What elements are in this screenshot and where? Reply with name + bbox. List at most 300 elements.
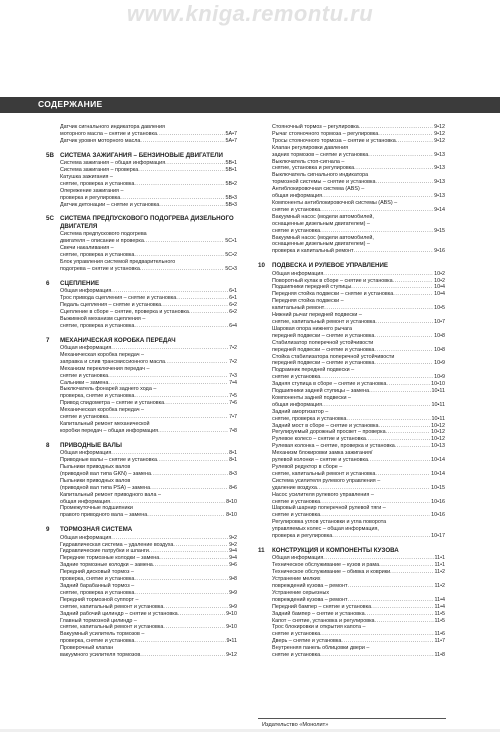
entry-text: Выключатель фонарей заднего хода – [60, 386, 157, 393]
entry-text: Пыльники приводных валов [60, 463, 131, 470]
page-number: 9•9 [229, 589, 237, 596]
toc-entry[interactable] [258, 604, 445, 611]
toc-entry[interactable] [46, 124, 237, 138]
entry-line [60, 288, 237, 295]
entry-line [272, 333, 445, 340]
entry-line [272, 457, 445, 464]
entry-line [272, 145, 445, 152]
dot-leader [375, 471, 430, 478]
page-number: 5В•1 [225, 160, 237, 167]
entry-line [60, 535, 237, 542]
dot-leader [158, 428, 228, 435]
toc-entry[interactable] [258, 298, 445, 312]
toc-entry[interactable] [46, 288, 237, 295]
entry-line [60, 188, 237, 195]
toc-entry[interactable] [46, 380, 237, 387]
entry-line [272, 533, 445, 540]
toc-entry[interactable] [258, 638, 445, 645]
entry-text: снятие, проверка и установка [60, 252, 135, 258]
toc-entry[interactable] [258, 645, 445, 659]
toc-entry[interactable] [46, 231, 237, 245]
entry-line [272, 354, 445, 361]
toc-entry[interactable] [46, 352, 237, 366]
entry-line [60, 238, 237, 245]
toc-entry[interactable] [46, 309, 237, 316]
entry-line [60, 414, 237, 421]
toc-entry[interactable] [258, 388, 445, 395]
dot-leader [140, 652, 225, 659]
page-number: 11•2 [434, 583, 445, 589]
toc-entry[interactable] [258, 271, 445, 278]
toc-entry[interactable] [46, 407, 237, 421]
entry-line [272, 436, 445, 443]
page-number: 9•6 [229, 562, 237, 569]
dot-leader [320, 228, 433, 235]
entry-text: проверка и регулировка [272, 533, 333, 540]
dot-leader [134, 252, 224, 259]
toc-entry[interactable] [46, 259, 237, 273]
section-number: 11 [258, 546, 265, 554]
entry-line [60, 138, 237, 145]
entry-text: Устранение серьезных [272, 589, 330, 596]
entry-text: Гидравлическая система – удаление воздуха [60, 541, 174, 548]
entry-text: Дверь – снятие и установка [272, 638, 342, 645]
entry-text: Рулевое колесо – снятие и установка [272, 436, 366, 443]
dot-leader [386, 429, 430, 436]
dot-leader [134, 393, 228, 400]
page-number: 6•2 [229, 308, 237, 315]
entry-line [272, 172, 445, 179]
toc-entry[interactable] [46, 202, 237, 209]
section-heading [46, 215, 237, 230]
entry-text: Задний рабочий цилиндр – снятие и установка [60, 610, 178, 617]
toc-entry[interactable] [46, 645, 237, 659]
entry-line [272, 631, 445, 638]
entry-line [60, 576, 237, 583]
toc-entry[interactable] [258, 340, 445, 354]
entry-line [272, 165, 445, 172]
page-number: 7•5 [229, 393, 237, 400]
page-number: 5В•3 [225, 201, 237, 208]
entry-text: Подрамник передней подвески – [272, 367, 355, 374]
page-number: 9•12 [226, 652, 237, 659]
toc-entry[interactable] [46, 160, 237, 167]
entry-text: повреждений кузова – ремонт [272, 583, 348, 589]
entry-text: Свечи накаливания – [60, 245, 114, 252]
entry-text: снятие и установка [272, 206, 321, 213]
toc-entry[interactable] [258, 611, 445, 618]
toc-entry[interactable] [258, 235, 445, 256]
dot-leader [393, 291, 433, 298]
entry-text: Внутренняя панель облицовки двери – [272, 645, 370, 652]
page-number: 9•8 [229, 576, 237, 583]
toc-entry[interactable] [258, 200, 445, 214]
entry-line [60, 231, 237, 238]
page-number: 9•13 [434, 179, 445, 186]
dot-leader [378, 131, 433, 138]
toc-entry[interactable] [258, 478, 445, 492]
toc-entry[interactable] [258, 186, 445, 200]
toc-section [46, 152, 237, 209]
toc-entry[interactable] [258, 492, 445, 506]
toc-entry[interactable] [46, 167, 237, 174]
dot-leader [134, 181, 224, 188]
toc-entry[interactable] [46, 478, 237, 492]
dot-leader [163, 624, 225, 631]
page-number: 9•12 [434, 124, 445, 130]
toc-entry[interactable] [258, 138, 445, 145]
entry-line [272, 492, 445, 499]
entry-line [272, 569, 445, 576]
dot-leader [366, 436, 430, 443]
entry-line [272, 395, 445, 402]
page-number: 9•12 [434, 130, 445, 137]
section-title: СИСТЕМА ПРЕДПУСКОВОГО ПОДОГРЕВА ДИЗЕЛЬНОГО ДВИГАТЕЛЯ [60, 215, 234, 230]
dot-leader [138, 167, 224, 174]
entry-line [60, 645, 237, 652]
entry-text: Система зажигания – проверка [60, 167, 139, 174]
section-heading [46, 337, 237, 344]
entry-text: снятие и установка [272, 374, 321, 381]
toc-entry[interactable] [46, 492, 237, 506]
section-number: 10 [258, 262, 265, 270]
dot-leader [144, 238, 224, 245]
entry-text: Техническое обслуживание – кузов и рама [272, 562, 380, 569]
entry-line [272, 555, 445, 562]
entry-text: Задний мост в сборе – снятие и установка [272, 422, 379, 429]
entry-line [272, 271, 445, 278]
entry-text: снятие и установка [60, 414, 109, 421]
toc-entry[interactable] [258, 367, 445, 381]
entry-text: двигателя – описание и проверка [60, 238, 144, 245]
toc-entry[interactable] [258, 569, 445, 576]
toc-entry[interactable] [46, 611, 237, 618]
toc-entry[interactable] [258, 172, 445, 186]
entry-line [272, 652, 445, 659]
section-title: ТОРМОЗНАЯ СИСТЕМА [60, 526, 133, 534]
page-number: 5В•2 [225, 180, 237, 187]
dot-leader [375, 319, 433, 326]
entry-text: Рулевой редуктор в сборе – [272, 464, 343, 470]
entry-text: Трос блокировки и открытия капота – [272, 624, 366, 631]
toc-entry[interactable] [258, 214, 445, 235]
toc-entry[interactable] [46, 464, 237, 478]
page-number: 10•11 [431, 415, 445, 422]
entry-line [272, 360, 445, 367]
entry-text: (приводной вал типа GKN) – замена [60, 470, 151, 477]
entry-text: снятие, капитальный ремонт и установка [60, 624, 164, 631]
entry-line [60, 407, 237, 414]
toc-entry[interactable] [258, 284, 445, 291]
section-title: МЕХАНИЧЕСКАЯ КОРОБКА ПЕРЕДАЧ [60, 336, 176, 344]
page-number: 5В•3 [225, 194, 237, 201]
page-number: 9•13 [434, 165, 445, 172]
toc-entry[interactable] [258, 145, 445, 159]
page-number: 6•4 [229, 322, 237, 329]
toc-entry[interactable] [46, 138, 237, 145]
dot-leader [165, 359, 228, 366]
dot-leader [189, 309, 228, 316]
toc-entry[interactable] [46, 505, 237, 519]
entry-text: снятие и установка [272, 227, 321, 234]
entry-line [60, 259, 237, 266]
entry-line [272, 228, 445, 235]
toc-entry[interactable] [258, 436, 445, 443]
entry-line [272, 284, 445, 291]
toc-entry[interactable] [258, 443, 445, 450]
page-number: 7•4 [229, 379, 237, 386]
page-number: 10•17 [431, 533, 445, 540]
section-number: 5В [46, 151, 54, 159]
entry-text: Компоненты антиблокировочной системы (ABS) – [272, 199, 398, 206]
entry-text: снятие и установка [272, 631, 321, 638]
page-number: 10•14 [431, 457, 445, 464]
toc-entry[interactable] [258, 562, 445, 569]
toc-entry[interactable] [258, 312, 445, 326]
dot-leader [354, 165, 433, 172]
dot-leader [396, 138, 433, 145]
entry-text: коробки передач – общая информация [60, 427, 159, 434]
entry-text: снятие, капитальный ремонт и установка [60, 603, 164, 610]
toc-entry[interactable] [46, 366, 237, 380]
entry-line [272, 464, 445, 471]
toc-entry[interactable] [46, 450, 237, 457]
toc-entry[interactable] [46, 295, 237, 302]
page-number: 11•1 [434, 555, 445, 562]
entry-line [60, 638, 237, 645]
entry-text: Рулевая колонка – снятие, проверка и установка [272, 443, 395, 450]
toc-entry[interactable] [258, 409, 445, 423]
entry-line [272, 278, 445, 285]
entry-line [60, 245, 237, 252]
entry-line [60, 393, 237, 400]
toc-entry[interactable] [46, 345, 237, 352]
dot-leader [395, 443, 430, 450]
page-number: 10•9 [434, 374, 445, 381]
toc-entry[interactable] [46, 569, 237, 583]
toc-section [46, 280, 237, 330]
toc-entry[interactable] [258, 505, 445, 519]
entry-line [60, 569, 237, 576]
entry-line [272, 624, 445, 631]
entry-line [272, 374, 445, 381]
toc-entry[interactable] [258, 590, 445, 604]
entry-line [272, 519, 445, 526]
entry-line [60, 464, 237, 471]
entry-line [272, 576, 445, 583]
dot-leader [108, 373, 228, 380]
toc-entry[interactable] [46, 631, 237, 645]
entry-text: Стойка стабилизатора поперечной устойчивости [272, 353, 395, 360]
entry-text: Сцепление в сборе – снятие, проверка и установка [60, 308, 189, 315]
dot-leader [324, 305, 433, 312]
entry-text: Вакуумный насос (модели автомобилей, [272, 234, 374, 241]
dot-leader [317, 485, 430, 492]
dot-leader [390, 569, 433, 576]
entry-text: общая информация [272, 193, 323, 200]
entry-line [272, 505, 445, 512]
page-number: 10•7 [434, 318, 445, 325]
page-number: 5С•2 [225, 252, 237, 258]
toc-entry[interactable] [258, 395, 445, 409]
toc-entry[interactable] [46, 535, 237, 542]
entry-line [60, 499, 237, 506]
entry-text: Главный тормозной цилиндр – [60, 617, 137, 624]
toc-entry[interactable] [46, 386, 237, 400]
dot-leader [374, 347, 433, 354]
toc-entry[interactable] [258, 291, 445, 298]
dot-leader [110, 499, 225, 506]
toc-entry[interactable] [258, 124, 445, 131]
section-number: 6 [46, 279, 50, 287]
page-number: 10•10 [431, 381, 445, 388]
toc-entry[interactable] [46, 548, 237, 555]
entry-line [272, 124, 445, 131]
page-number: 10•2 [434, 270, 445, 277]
entry-line [60, 316, 237, 323]
dot-leader [346, 416, 430, 423]
entry-text: Антиблокировочная система (ABS) – [272, 186, 365, 193]
toc-section [258, 547, 445, 659]
toc-entry[interactable] [258, 450, 445, 464]
entry-line [272, 298, 445, 305]
page-number: 10•12 [431, 436, 445, 443]
toc-entry[interactable] [258, 131, 445, 138]
page-number: 11•8 [434, 652, 445, 659]
entry-line [60, 309, 237, 316]
entry-text: снятие и установка [60, 372, 109, 379]
toc-entry[interactable] [258, 354, 445, 368]
section-heading [46, 152, 237, 159]
entry-text: Передняя стойка подвески – [272, 298, 344, 305]
toc-entry[interactable] [46, 421, 237, 435]
page-number: 11•5 [434, 617, 445, 624]
dot-leader [347, 597, 433, 604]
publisher-footer: Издательство «Монолит» [262, 722, 329, 728]
toc-entry[interactable] [46, 174, 237, 188]
entry-line [272, 131, 445, 138]
entry-line [60, 457, 237, 464]
toc-entry[interactable] [46, 562, 237, 569]
entry-text: рулевой колонки – снятие и установка [272, 457, 368, 464]
page-number: 9•4 [229, 555, 237, 562]
entry-text: Датчик уровня моторного масла [60, 137, 141, 144]
page-number: 5С•1 [225, 238, 237, 245]
toc-entry[interactable] [46, 302, 237, 309]
entry-text: передней подвески – снятие и установка [272, 360, 375, 367]
page-number: 11•4 [434, 603, 445, 610]
dot-leader [111, 345, 228, 352]
page-number: 8•3 [229, 470, 237, 477]
toc-right-column [258, 124, 445, 666]
entry-line [272, 562, 445, 569]
entry-line [60, 373, 237, 380]
page-number: 10•8 [434, 332, 445, 339]
dot-leader [134, 323, 228, 330]
entry-line [272, 312, 445, 319]
page-number: 7•2 [229, 358, 237, 365]
entry-text: Выключатель сигнального индикатора [272, 172, 369, 179]
toc-entry[interactable] [46, 618, 237, 632]
entry-text: проверка и капитальный ремонт [272, 248, 354, 255]
entry-line [272, 478, 445, 485]
entry-text: Подшипники задней ступицы – замена [272, 388, 370, 395]
toc-entry[interactable] [46, 245, 237, 259]
entry-line [272, 499, 445, 506]
toc-entry[interactable] [258, 519, 445, 540]
entry-text: Система предпускового подогрева [60, 231, 147, 238]
toc-entry[interactable] [258, 326, 445, 340]
dot-leader [341, 638, 433, 645]
section-heading [46, 280, 237, 287]
dot-leader [159, 555, 228, 562]
page-number: 7•2 [229, 344, 237, 351]
toc-entry[interactable] [258, 624, 445, 638]
entry-text: (приводной вал типа PSA) – замена [60, 484, 151, 491]
dot-leader [320, 512, 430, 519]
entry-text: Передняя стойка подвески – снятие и установка [272, 291, 394, 298]
toc-entry[interactable] [46, 316, 237, 330]
entry-text: снятие, проверка и установка [60, 180, 135, 187]
dot-leader [149, 548, 228, 555]
toc-entry[interactable] [46, 542, 237, 549]
toc-entry[interactable] [258, 278, 445, 285]
dot-leader [150, 485, 228, 492]
toc-entry[interactable] [258, 429, 445, 436]
entry-text: Задняя ступица в сборе – снятие и установка [272, 381, 387, 388]
toc-entry[interactable] [258, 576, 445, 590]
toc-entry[interactable] [258, 555, 445, 562]
entry-line [60, 631, 237, 638]
dot-leader [163, 604, 228, 611]
page-number: 7•7 [229, 414, 237, 421]
entry-text: Датчик сигнального индикатора давления [60, 124, 165, 130]
toc-entry[interactable] [46, 400, 237, 407]
entry-text: Вакуумный усилитель тормозов – [60, 631, 145, 638]
entry-text: Механизм переключения передач – [60, 365, 150, 372]
page-number: 5А•7 [225, 137, 237, 144]
entry-line [272, 186, 445, 193]
entry-text: Поворотный кулак в сборе – снятие и установка [272, 277, 393, 284]
toc-entry[interactable] [46, 457, 237, 464]
entry-text: проверка, снятие и установка [60, 638, 135, 645]
entry-text: снятие, капитальный ремонт и установка [272, 470, 376, 477]
toc-entry[interactable] [46, 583, 237, 597]
page-number: 10•13 [431, 443, 445, 450]
toc-entry[interactable] [258, 159, 445, 173]
entry-line [60, 548, 237, 555]
entry-text: Задний амортизатор – [272, 408, 329, 415]
entry-line [60, 512, 237, 519]
toc-entry[interactable] [258, 423, 445, 430]
dot-leader [173, 542, 228, 549]
toc-entry[interactable] [258, 381, 445, 388]
dot-leader [374, 360, 433, 367]
toc-entry[interactable] [258, 464, 445, 478]
entry-line [272, 485, 445, 492]
entry-text: заправка и слив трансмиссионного масла [60, 358, 166, 365]
page-number: 9•4 [229, 548, 237, 555]
toc-section [46, 215, 237, 272]
toc-entry[interactable] [46, 188, 237, 202]
entry-text: Общая информация [272, 270, 324, 277]
entry-text: Передний дисковый тормоз – [60, 569, 134, 576]
section-number: 9 [46, 526, 50, 534]
dot-leader [386, 381, 430, 388]
toc-entry[interactable] [46, 597, 237, 611]
toc-entry[interactable] [46, 555, 237, 562]
toc-entry[interactable] [258, 618, 445, 625]
